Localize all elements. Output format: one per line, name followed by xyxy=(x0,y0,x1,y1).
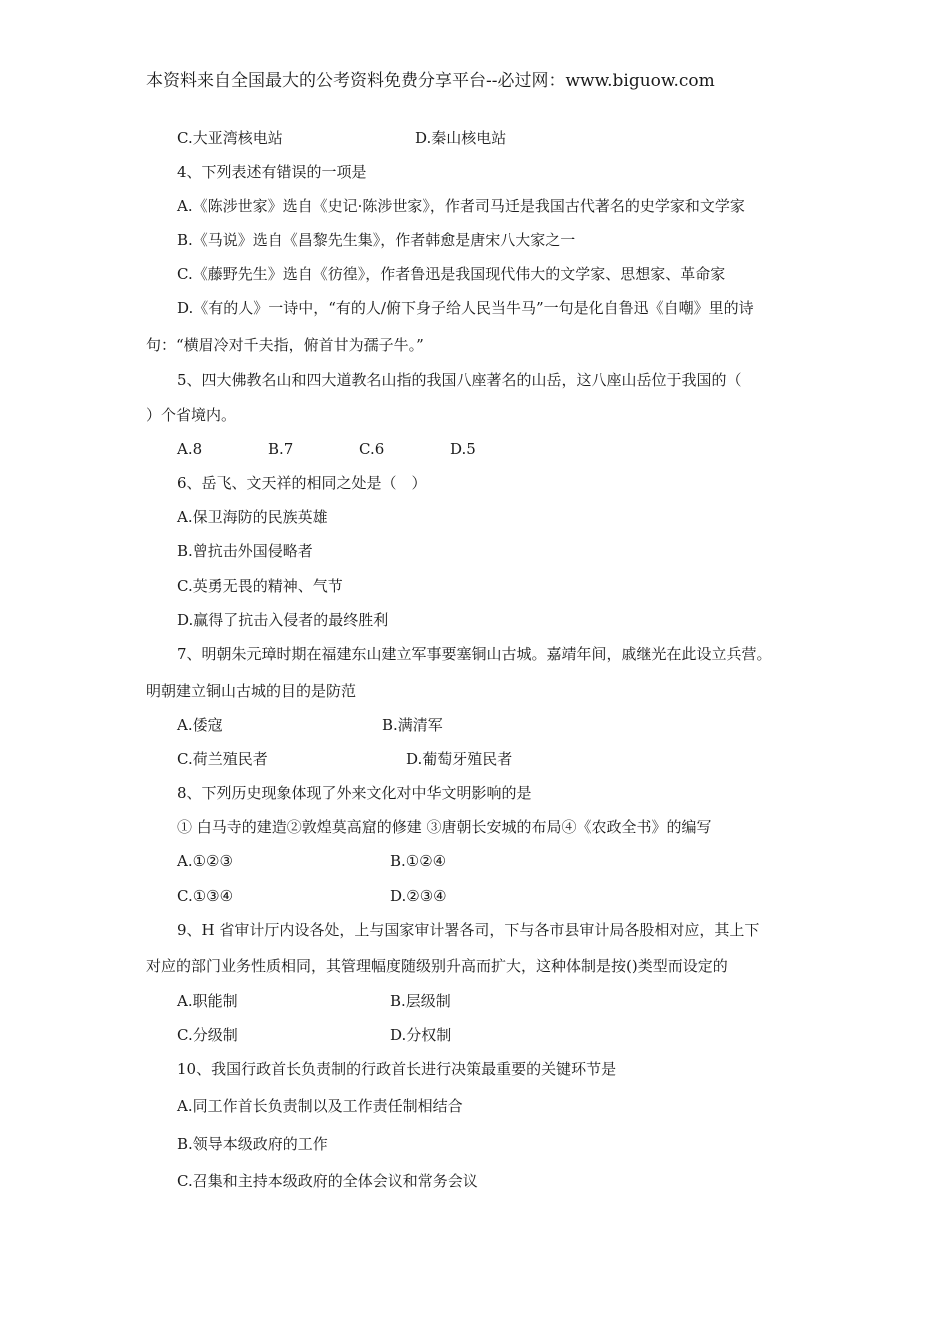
q8-stem: 8、下列历史现象体现了外来文化对中华文明影响的是 xyxy=(177,784,532,802)
q10-option-a: A.同工作首长负责制以及工作责任制相结合 xyxy=(177,1097,463,1115)
q8-option-c: C.①③④ xyxy=(177,887,234,905)
q7-option-a: A.倭寇 xyxy=(177,716,223,734)
q10-stem: 10、我国行政首长负责制的行政首长进行决策最重要的关键环节是 xyxy=(177,1060,617,1078)
q8-option-b: B.①②④ xyxy=(390,852,447,870)
q6-option-c: C.英勇无畏的精神、气节 xyxy=(177,577,343,595)
q6-option-d: D.赢得了抗击入侵者的最终胜利 xyxy=(177,611,389,629)
q9-option-d: D.分权制 xyxy=(390,1026,452,1044)
q9-option-b: B.层级制 xyxy=(390,992,451,1010)
q5-stem-line1: 5、四大佛教名山和四大道教名山指的我国八座著名的山岳，这八座山岳位于我国的（ xyxy=(177,371,742,389)
q5-option-d: D.5 xyxy=(450,440,476,458)
page-header: 本资料来自全国最大的公考资料免费分享平台--必过网：www.biguow.com xyxy=(146,71,715,91)
q6-option-b: B.曾抗击外国侵略者 xyxy=(177,542,313,560)
q10-option-c: C.召集和主持本级政府的全体会议和常务会议 xyxy=(177,1172,478,1190)
q5-option-c: C.6 xyxy=(359,440,385,458)
q5-option-a: A.8 xyxy=(177,440,203,458)
q4-option-d-line1: D.《有的人》一诗中，“有的人/俯下身子给人民当牛马”一句是化自鲁迅《自嘲》里的诗 xyxy=(177,299,754,317)
q7-option-c: C.荷兰殖民者 xyxy=(177,750,268,768)
q5-option-b: B.7 xyxy=(268,440,294,458)
q7-stem-line1: 7、明朝朱元璋时期在福建东山建立军事要塞铜山古城。嘉靖年间，戚继光在此设立兵营。 xyxy=(177,645,772,663)
q7-option-b: B.满清军 xyxy=(382,716,443,734)
q8-option-a: A.①②③ xyxy=(177,852,233,870)
q10-option-b: B.领导本级政府的工作 xyxy=(177,1135,328,1153)
q4-option-b: B.《马说》选自《昌黎先生集》，作者韩愈是唐宋八大家之一 xyxy=(177,231,576,249)
q5-stem-line2: ）个省境内。 xyxy=(146,406,237,424)
q9-option-a: A.职能制 xyxy=(177,992,238,1010)
q6-stem: 6、岳飞、文天祥的相同之处是（ ） xyxy=(177,474,427,492)
q9-stem-line2: 对应的部门业务性质相同，其管理幅度随级别升高而扩大，这种体制是按()类型而设定的 xyxy=(146,957,728,975)
q9-stem-line1: 9、H 省审计厅内设各处，上与国家审计署各司，下与各市县审计局各股相对应，其上下 xyxy=(177,921,760,939)
q4-option-a: A.《陈涉世家》选自《史记·陈涉世家》，作者司马迁是我国古代著名的史学家和文学家 xyxy=(177,197,745,215)
q8-option-d: D.②③④ xyxy=(390,887,447,905)
q4-stem: 4、下列表述有错误的一项是 xyxy=(177,163,367,181)
q4-option-d-line2: 句：“横眉冷对千夫指，俯首甘为孺子牛。” xyxy=(146,336,424,354)
q9-option-c: C.分级制 xyxy=(177,1026,238,1044)
q7-stem-line2: 明朝建立铜山古城的目的是防范 xyxy=(146,682,357,700)
q3-option-c: C.大亚湾核电站 xyxy=(177,129,283,147)
q8-items: ① 白马寺的建造②敦煌莫高窟的修建 ③唐朝长安城的布局④《农政全书》的编写 xyxy=(177,818,712,836)
q7-option-d: D.葡萄牙殖民者 xyxy=(406,750,513,768)
q3-option-d: D.秦山核电站 xyxy=(415,129,507,147)
q6-option-a: A.保卫海防的民族英雄 xyxy=(177,508,328,526)
q4-option-c: C.《藤野先生》选自《彷徨》，作者鲁迅是我国现代伟大的文学家、思想家、革命家 xyxy=(177,265,726,283)
